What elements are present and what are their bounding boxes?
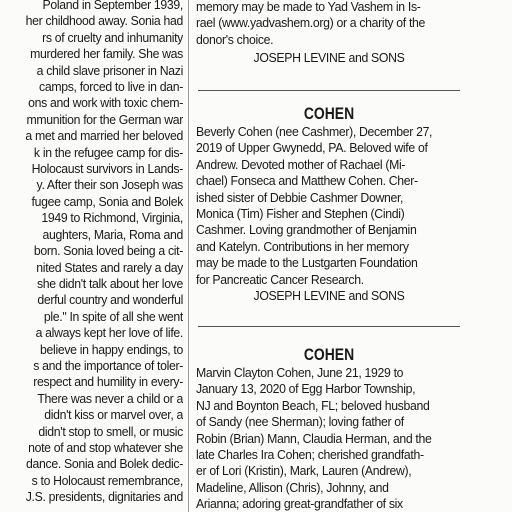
left-column-text-line: aughters, Maria, Roma and (42, 226, 183, 242)
left-column-text-line: respect and humility in every- (33, 374, 183, 390)
left-column-text-line: her childhood away. Sonia had (25, 13, 183, 29)
left-column-text-line: didn't stop to smell, or music (38, 423, 183, 439)
obituary-1-text-line: Cashmer. Loving grandmother of Benjamin (196, 222, 417, 238)
obituary-2-text-line: Arianna; adoring great-grandfather of six (196, 496, 403, 512)
obituary-1-text-line: for Pancreatic Cancer Research. (196, 271, 364, 287)
obituary-2-text-line: Marvin Clayton Cohen, June 21, 1929 to (196, 365, 404, 380)
obituary-1-signature: JOSEPH LEVINE and SONS (253, 288, 405, 304)
left-column-text-line: J.S. presidents, dignitaries and (25, 489, 183, 505)
left-column (0, 0, 183, 512)
section-rule-2 (198, 326, 460, 327)
column-divider (188, 0, 189, 512)
left-column-text-line: a always kept her love of life. (35, 325, 183, 341)
left-column-text-line: 1949 to Richmond, Virginia, (41, 210, 183, 226)
obituary-2-text-line: Robin (Brian) Mann, Claudia Herman, and the (196, 430, 432, 446)
top-block-text-line: donor's choice. (196, 31, 274, 47)
obituary-2-text-line: NJ and Boynton Beach, FL; beloved husband (196, 397, 430, 413)
left-column-text-line: There was never a child or a (37, 390, 183, 406)
left-column-text-line: believe in happy endings, to (40, 341, 183, 357)
left-column-text-line: a child slave prisoner in Nazi (36, 62, 183, 78)
obituary-1-text-line: 2019 of Upper Gwynedd, PA. Beloved wife of (196, 140, 428, 156)
left-column-text-line: Poland in September 1939, (42, 0, 183, 12)
obituary-1-text-line: chael) Fonseca and Matthew Cohen. Cher- (196, 173, 418, 189)
left-column-text-line: y. After their son Joseph was (36, 177, 183, 193)
top-block-signature: JOSEPH LEVINE and SONS (253, 50, 405, 66)
left-column-text-line: mmunition for the German war (26, 111, 183, 127)
obituary-1-body (196, 124, 462, 288)
obituary-2-title: COHEN (303, 345, 355, 364)
left-column-text-line: murdered her family. She was (30, 46, 183, 62)
obituary-1-text-line: Andrew. Devoted mother of Rachael (Mi- (196, 156, 406, 172)
left-column-text-line: rs of cruelty and inhumanity (42, 29, 183, 45)
obituary-1-text-line: Monica (Tim) Fisher and Stephen (Cindi) (196, 206, 405, 222)
left-column-text-line: derful country and wonderful (37, 292, 183, 308)
obituary-1-text-line: and Katelyn. Contributions in her memory (196, 238, 409, 254)
left-column-text-line: a met and married her beloved (25, 128, 183, 144)
obituary-2-text-line: late Charles Ira Cohen; cherished grandfath- (196, 447, 424, 463)
obituary-1-title: COHEN (303, 104, 355, 123)
obituary-2 (196, 345, 462, 512)
left-column-text-line: didn't kiss or marvel over, a (44, 407, 183, 423)
left-column-text-line: she didn't talk about her love (37, 275, 183, 291)
obituary-2-text-line: January 13, 2020 of Egg Harbor Township, (196, 381, 416, 397)
left-column-text-line: k in the refugee camp for dis- (33, 144, 183, 160)
obituary-2-body (196, 365, 462, 512)
obituary-2-text-line: Madeline, Allison (Chris), Johnny, and (196, 479, 389, 495)
obituary-1 (196, 104, 462, 304)
left-column-text-line: s and the importance of toler- (33, 357, 183, 373)
left-column-text-line: nited States and rarely a day (36, 259, 183, 275)
left-column-text-line: note of and stop whatever she (28, 439, 183, 455)
left-column-text-line: ple." In spite of all she went (43, 308, 183, 324)
obituary-1-text-line: may be made to the Lustgarten Foundation (196, 255, 418, 271)
right-column (196, 0, 462, 512)
left-column-text-line: fugee camp, Sonia and Bolek (31, 193, 183, 209)
section-rule-1 (198, 90, 460, 91)
left-column-text-line: born. Sonia loved being a cit- (33, 243, 183, 259)
obituary-2-text-line: of Sandy (nee Sherman); loving father of (196, 414, 404, 430)
left-column-text-line: Holocaust survivors in Lands- (31, 161, 183, 177)
left-column-text-line: camps, forced to live in dan- (39, 79, 183, 95)
top-block-text-line: memory may be made to Yad Vashem in Is- (196, 0, 421, 14)
obituary-1-text-line: Beverly Cohen (nee Cashmer), December 27, (196, 124, 433, 139)
left-column-text-line: dance. Sonia and Bolek dedic- (26, 456, 183, 472)
left-column-text-line: s to Holocaust remembrance, (31, 472, 183, 488)
obituary-1-text-line: ished sister of Debbie Cashmer Downer, (196, 189, 404, 205)
left-column-text-line: ons and work with toxic chem- (28, 95, 183, 111)
obituary-2-text-line: er of Lori (Kristin), Mark, Lauren (Andrew), (196, 463, 412, 479)
top-block-text-line: rael (www.yadvashem.org) or a charity of the (196, 15, 426, 31)
top-block (196, 0, 462, 67)
